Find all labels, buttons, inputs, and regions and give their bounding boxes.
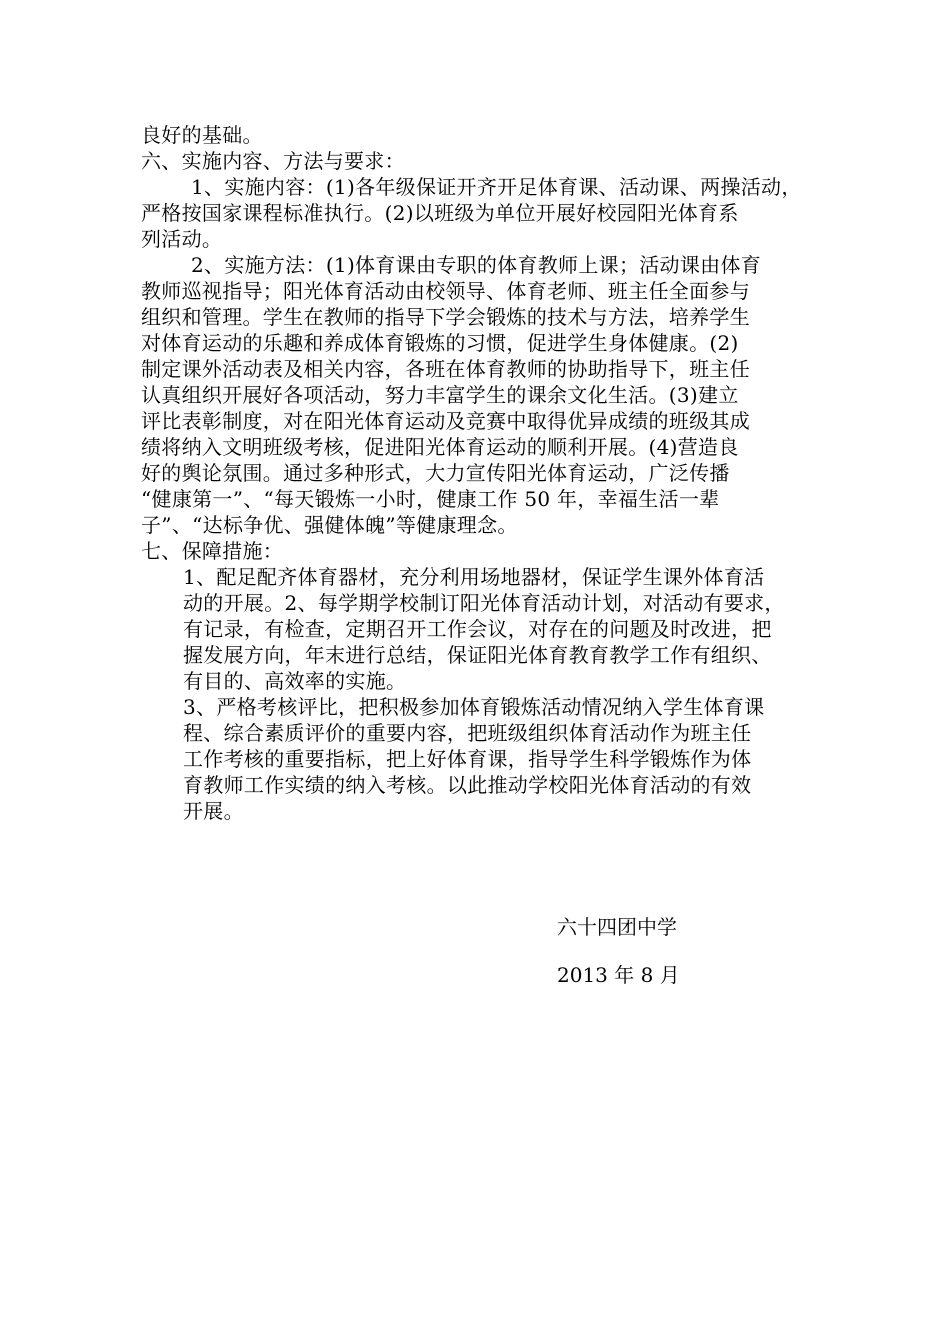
text-line: 程、综合素质评价的重要内容，把班级组织体育活动作为班主任: [183, 721, 752, 745]
text-line: 评比表彰制度，对在阳光体育运动及竞赛中取得优异成绩的班级其成: [141, 409, 750, 433]
text-line: 1、实施内容：(1)各年级保证开齐开足体育课、活动课、两操活动，: [191, 175, 802, 199]
text-line: 绩将纳入文明班级考核，促进阳光体育运动的顺利开展。(4)营造良: [141, 435, 739, 459]
text-line: 认真组织开展好各项活动，努力丰富学生的课余文化生活。(3)建立: [141, 383, 739, 407]
text-line: 握发展方向，年末进行总结，保证阳光体育教育教学工作有组织、: [183, 643, 772, 667]
text-line: “健康第一”、“每天锻炼一小时，健康工作 50 年，幸福生活一辈: [141, 487, 720, 511]
text-line: 1、配足配齐体育器材，充分利用场地器材，保证学生课外体育活: [183, 565, 765, 589]
signature-date: 2013 年 8 月: [557, 963, 680, 987]
section-heading: 七、保障措施：: [141, 539, 284, 563]
text-line: 良好的基础。: [141, 123, 263, 147]
text-line: 有记录，有检查，定期召开工作会议，对存在的问题及时改进，把: [183, 617, 772, 641]
text-line: 严格按国家课程标准执行。(2)以班级为单位开展好校园阳光体育系: [141, 201, 739, 225]
section-heading: 六、实施内容、方法与要求：: [141, 149, 405, 173]
text-line: 组织和管理。学生在教师的指导下学会锻炼的技术与方法，培养学生: [141, 305, 750, 329]
text-line: 列活动。: [141, 227, 223, 251]
text-line: 育教师工作实绩的纳入考核。以此推动学校阳光体育活动的有效: [183, 773, 752, 797]
text-line: 动的开展。2、每学期学校制订阳光体育活动计划，对活动有要求，: [183, 591, 785, 615]
signature-organization: 六十四团中学: [557, 915, 677, 939]
text-line: 开展。: [183, 799, 244, 823]
text-line: 2、实施方法：(1)体育课由专职的体育教师上课；活动课由体育: [191, 253, 762, 277]
text-line: 教师巡视指导；阳光体育活动由校领导、体育老师、班主任全面参与: [141, 279, 750, 303]
text-line: 有目的、高效率的实施。: [183, 669, 407, 693]
text-line: 制定课外活动表及相关内容，各班在体育教师的协助指导下，班主任: [141, 357, 750, 381]
text-line: 工作考核的重要指标，把上好体育课，指导学生科学锻炼作为体: [183, 747, 752, 771]
text-line: 好的舆论氛围。通过多种形式，大力宣传阳光体育运动，广泛传播: [141, 461, 730, 485]
text-line: 对体育运动的乐趣和养成体育锻炼的习惯，促进学生身体健康。(2): [141, 331, 739, 355]
text-line: 3、严格考核评比，把积极参加体育锻炼活动情况纳入学生体育课: [183, 695, 765, 719]
text-line: 子”、“达标争优、强健体魄”等健康理念。: [141, 513, 518, 537]
